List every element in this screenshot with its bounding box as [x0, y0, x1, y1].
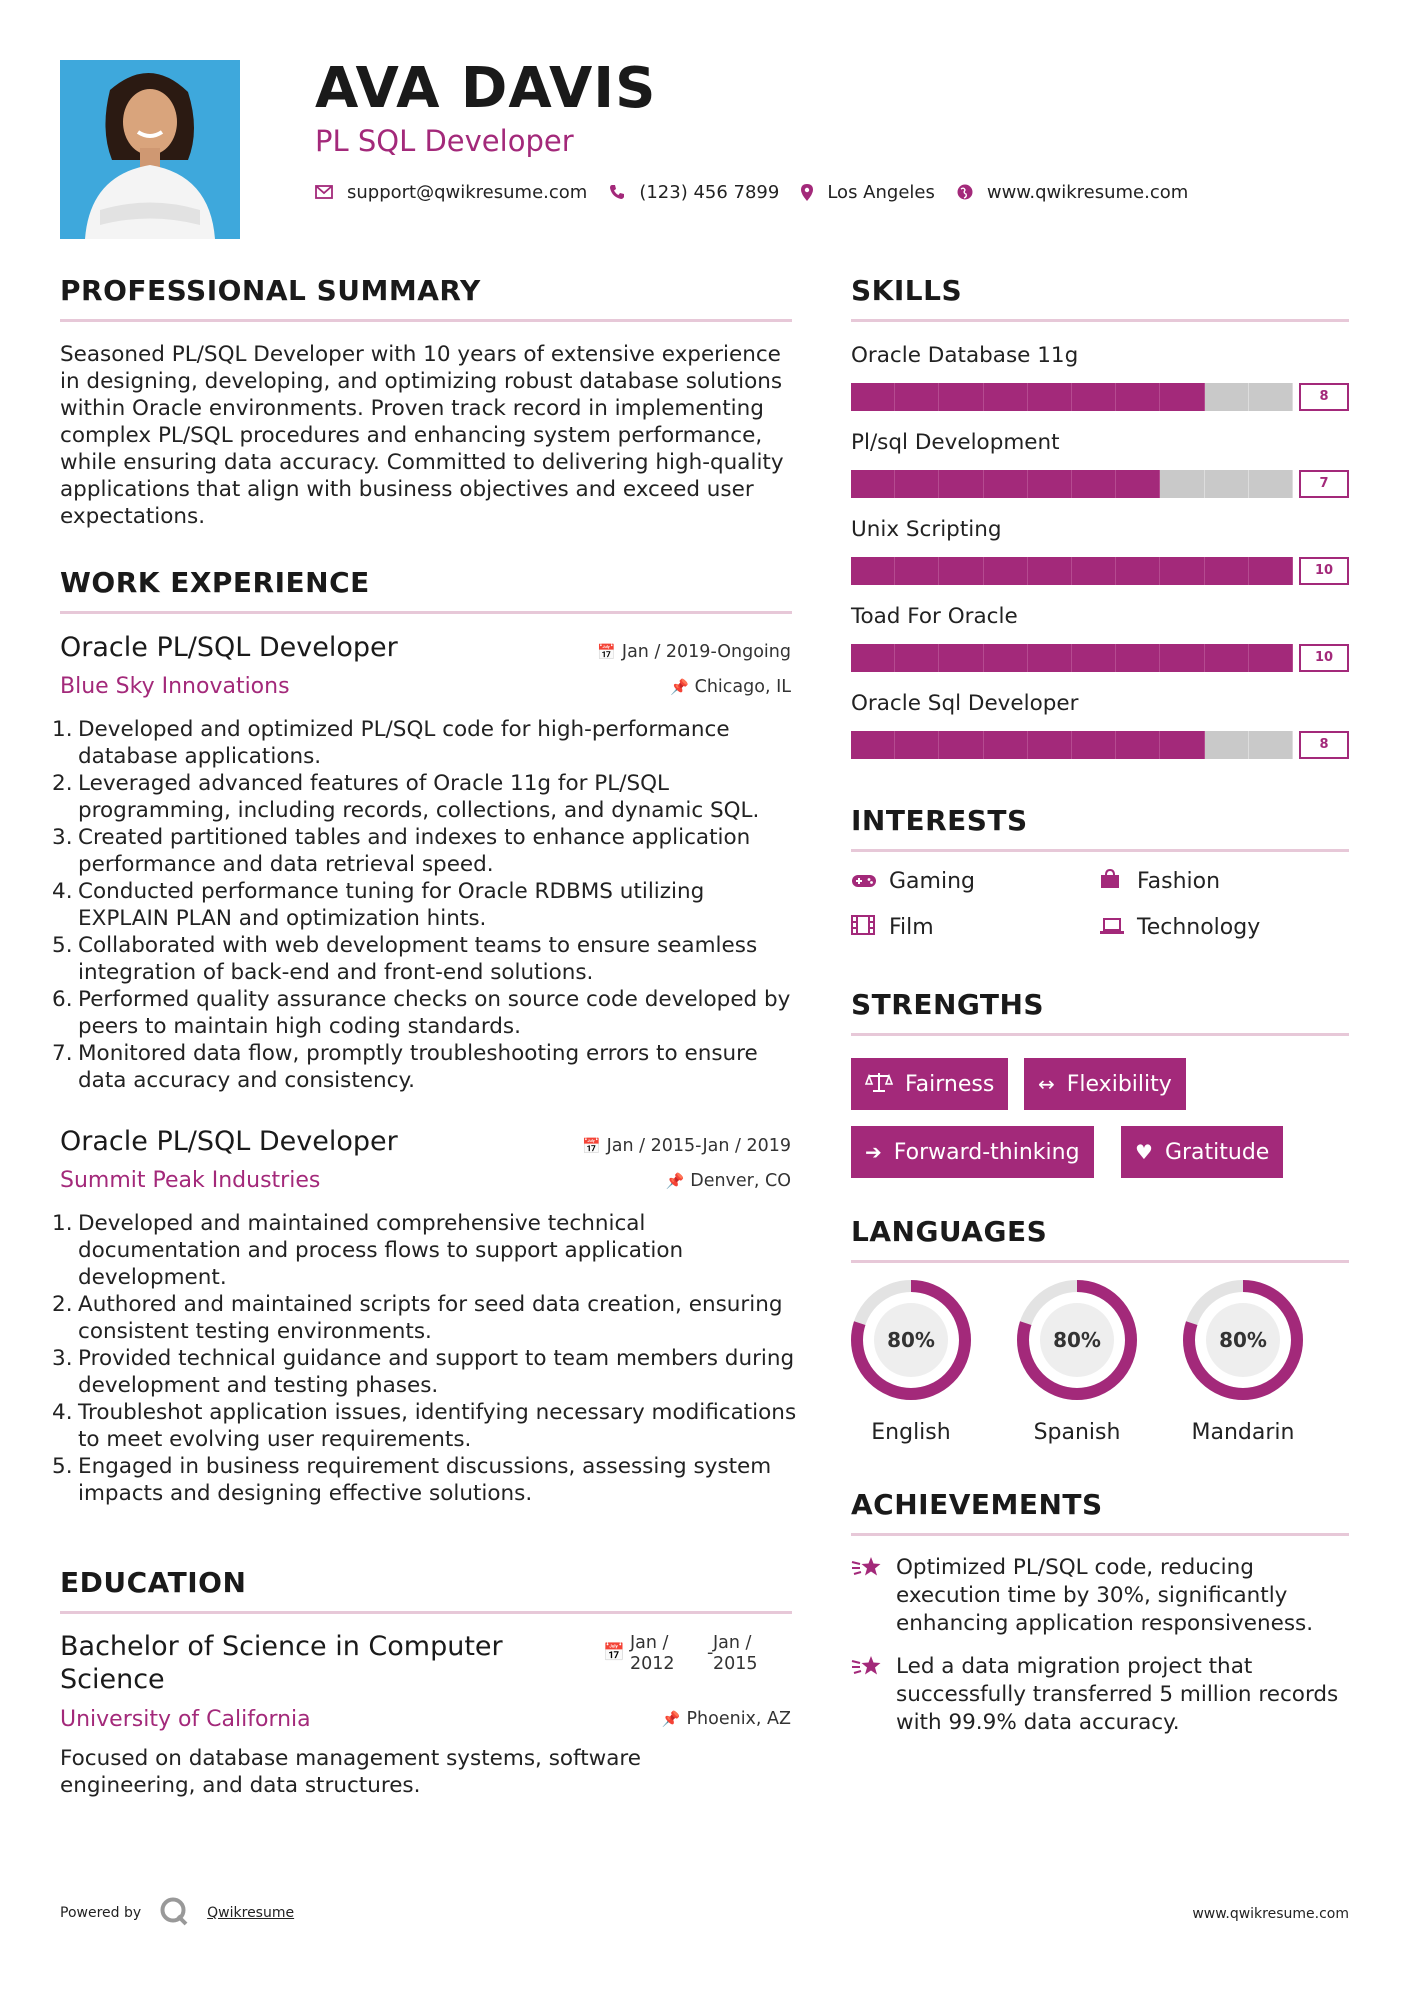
- job-dates-text: Jan / 2015-Jan / 2019: [606, 1136, 791, 1156]
- skill-label: Oracle Database 11g: [851, 343, 1079, 368]
- skill-bar-segment: [851, 731, 895, 759]
- gamepad-icon: [851, 870, 889, 894]
- summary-text: Seasoned PL/SQL Developer with 10 years of extensive experience in designing, developing, and optimizing robust database solutions within Oracle environments. Proven track record in implementing complex PL/SQL procedures and enhancing system performance, while ensuring data accuracy. Committed to delivering high-quality applications that align with business objectives and exceed user expectations.: [60, 342, 784, 529]
- skill-bar-segment: [895, 557, 939, 585]
- skill-level-box: 7: [1299, 470, 1349, 498]
- skill-level-box: 10: [1299, 644, 1349, 672]
- skill-bar-segment: [1028, 557, 1072, 585]
- job-title: Oracle PL/SQL Developer: [60, 632, 398, 663]
- skill-bar-segment: [984, 383, 1028, 411]
- skills-heading: SKILLS: [851, 274, 1349, 322]
- skill-bar-segment: [1028, 644, 1072, 672]
- skill-label: Pl/sql Development: [851, 430, 1060, 455]
- contact-phone[interactable]: (123) 456 7899: [639, 181, 780, 203]
- job-location-text: Denver, CO: [690, 1171, 791, 1191]
- pushpin-icon: 📌: [665, 1172, 685, 1190]
- degree-title: Bachelor of Science in Computer Science: [60, 1631, 503, 1695]
- list-item: Developed and optimized PL/SQL code for high-performance database applications.: [78, 717, 730, 769]
- skill-bar-segment: [1205, 644, 1249, 672]
- skill-bar-segment: [1205, 470, 1249, 498]
- skill-level-box: 10: [1299, 557, 1349, 585]
- job-bullets: [60, 1210, 800, 1507]
- strength-chip: [851, 1058, 1008, 1110]
- skill-bar-segment: [1249, 383, 1293, 411]
- balance-scale-icon: [865, 1072, 893, 1097]
- skill-label: Unix Scripting: [851, 517, 1002, 542]
- experience-heading: WORK EXPERIENCE: [60, 566, 792, 614]
- job-title: Oracle PL/SQL Developer: [60, 1126, 398, 1157]
- contact-website[interactable]: www.qwikresume.com: [986, 181, 1189, 203]
- arrows-horizontal-icon: ↔: [1038, 1072, 1055, 1096]
- candidate-name: AVA DAVIS: [315, 56, 657, 121]
- shooting-star-icon: [851, 1554, 896, 1638]
- arrow-right-icon: ➔: [865, 1140, 882, 1164]
- skill-bar: [851, 470, 1349, 498]
- job-location: [670, 677, 791, 697]
- skill-bar-segment: [939, 470, 983, 498]
- interest-item: [851, 869, 975, 894]
- strength-chip: [1024, 1058, 1186, 1110]
- school-location-text: Phoenix, AZ: [686, 1709, 791, 1729]
- skill-bar-segment: [895, 731, 939, 759]
- skill-bar-segment: [1028, 731, 1072, 759]
- achievement-item: [851, 1554, 1351, 1638]
- job-dates-text: Jan / 2019-Ongoing: [621, 642, 791, 662]
- edu-end-year: 2015: [713, 1654, 758, 1674]
- skill-bar-segment: [1205, 731, 1249, 759]
- skill-bar-segment: [1249, 470, 1293, 498]
- contact-line: [315, 178, 1210, 206]
- skill-bar-segment: [1160, 383, 1204, 411]
- skill-bar: [851, 644, 1349, 672]
- summary-heading: PROFESSIONAL SUMMARY: [60, 274, 792, 322]
- skill-bar-segment: [939, 644, 983, 672]
- list-item: Conducted performance tuning for Oracle RDBMS utilizing EXPLAIN PLAN and optimization hints.: [78, 879, 705, 931]
- job-location: [666, 1171, 791, 1191]
- list-item: Performed quality assurance checks on source code developed by peers to maintain high coding standards.: [78, 987, 791, 1039]
- calendar-icon: 📅: [603, 1643, 625, 1663]
- interests-heading: INTERESTS: [851, 804, 1349, 852]
- language-percent: 80%: [1053, 1328, 1101, 1352]
- profile-photo-illustration: [60, 60, 240, 239]
- edu-end-date: [713, 1633, 758, 1675]
- candidate-title: PL SQL Developer: [315, 124, 574, 158]
- list-item: Monitored data flow, promptly troubleshooting errors to ensure data accuracy and consistency.: [78, 1041, 758, 1093]
- language-name: Mandarin: [1191, 1420, 1295, 1445]
- skill-bar-segment: [1249, 644, 1293, 672]
- achievements-heading: ACHIEVEMENTS: [851, 1488, 1349, 1536]
- skill-bar: [851, 731, 1349, 759]
- skill-label: Oracle Sql Developer: [851, 691, 1079, 716]
- language-percent: 80%: [1219, 1328, 1267, 1352]
- list-item: Leveraged advanced features of Oracle 11g for PL/SQL programming, including records, collections, and dynamic SQL.: [78, 771, 760, 823]
- qwikresume-logo-icon: [159, 1896, 189, 1930]
- edu-start-date: [630, 1633, 675, 1675]
- list-item: Collaborated with web development teams to ensure seamless integration of back-end and front-end solutions.: [78, 933, 758, 985]
- contact-email[interactable]: support@qwikresume.com: [347, 181, 588, 203]
- skill-bar-segment: [1116, 557, 1160, 585]
- skill-bar-segment: [1160, 644, 1204, 672]
- list-item: Provided technical guidance and support to team members during development and testing phases.: [78, 1346, 795, 1398]
- phone-icon: [609, 184, 625, 200]
- heart-icon: ♥: [1135, 1140, 1153, 1164]
- strength-label: Gratitude: [1164, 1139, 1270, 1165]
- skill-bar-segment: [1072, 557, 1116, 585]
- skill-bar-segment: [1160, 470, 1204, 498]
- skill-bar-segment: [984, 470, 1028, 498]
- achievement-item: [851, 1653, 1351, 1737]
- job-company: Blue Sky Innovations: [60, 674, 290, 699]
- education-description: Focused on database management systems, software engineering, and data structures.: [60, 1746, 642, 1798]
- language-item: [1181, 1278, 1305, 1445]
- strength-chip: [851, 1126, 1094, 1178]
- qwikresume-link[interactable]: Qwikresume: [207, 1905, 295, 1921]
- skill-bar-segment: [1072, 470, 1116, 498]
- job-dates: [582, 1136, 791, 1156]
- interest-label: Gaming: [889, 869, 975, 894]
- strength-label: Fairness: [905, 1071, 995, 1097]
- education-heading: EDUCATION: [60, 1566, 792, 1614]
- skill-bar-segment: [939, 731, 983, 759]
- skill-bar-segment: [1249, 731, 1293, 759]
- skill-bar: [851, 383, 1349, 411]
- list-item: Developed and maintained comprehensive technical documentation and process flows to support application development.: [78, 1211, 684, 1290]
- skill-bar-segment: [984, 644, 1028, 672]
- skill-bar-segment: [1072, 644, 1116, 672]
- skill-bar-segment: [1116, 383, 1160, 411]
- skill-bar-segment: [895, 383, 939, 411]
- shooting-star-icon: [851, 1653, 896, 1737]
- skill-bar-segment: [895, 644, 939, 672]
- profile-photo: [60, 60, 240, 239]
- edu-end-month: Jan /: [713, 1633, 752, 1653]
- job-company: Summit Peak Industries: [60, 1168, 321, 1193]
- skill-bar-segment: [1249, 557, 1293, 585]
- list-item: Troubleshot application issues, identifying necessary modifications to meet evolving user requirements.: [78, 1400, 797, 1452]
- skill-label: Toad For Oracle: [851, 604, 1018, 629]
- calendar-icon: 📅: [597, 643, 616, 661]
- interest-label: Film: [889, 915, 934, 940]
- interest-item: [851, 915, 934, 940]
- skill-bar-segment: [1205, 383, 1249, 411]
- powered-by-text: Powered by: [60, 1905, 142, 1921]
- achievement-text: Optimized PL/SQL code, reducing execution time by 30%, significantly enhancing application responsiveness.: [896, 1555, 1314, 1636]
- shopping-bag-icon: [1099, 869, 1137, 894]
- envelope-icon: [315, 185, 333, 199]
- pushpin-icon: 📌: [661, 1710, 681, 1728]
- strength-label: Flexibility: [1066, 1071, 1172, 1097]
- interest-item: [1099, 915, 1260, 940]
- skill-bar-segment: [1028, 383, 1072, 411]
- skill-bar: [851, 557, 1349, 585]
- school-name: University of California: [60, 1707, 311, 1732]
- edu-start-month: Jan /: [630, 1633, 669, 1653]
- skill-bar-segment: [851, 557, 895, 585]
- laptop-icon: [1099, 916, 1137, 940]
- skill-bar-segment: [1205, 557, 1249, 585]
- list-item: Created partitioned tables and indexes to enhance application performance and data retrieval speed.: [78, 825, 751, 877]
- job-dates: [597, 642, 791, 662]
- language-percent: 80%: [887, 1328, 935, 1352]
- edu-date-dash: -: [707, 1643, 714, 1663]
- skill-bar-segment: [1160, 731, 1204, 759]
- school-location: [662, 1709, 791, 1729]
- interest-label: Technology: [1137, 915, 1261, 940]
- list-item: Engaged in business requirement discussions, assessing system impacts and designing effective solutions.: [78, 1454, 772, 1506]
- footer-website[interactable]: www.qwikresume.com: [1192, 1906, 1349, 1922]
- interest-label: Fashion: [1137, 869, 1221, 894]
- contact-location: Los Angeles: [827, 181, 935, 203]
- language-name: Spanish: [1033, 1420, 1121, 1445]
- skill-bar-segment: [984, 731, 1028, 759]
- pushpin-icon: 📌: [669, 678, 689, 696]
- skill-bar-segment: [939, 383, 983, 411]
- skill-bar-segment: [1160, 557, 1204, 585]
- skill-bar-segment: [939, 557, 983, 585]
- job-location-text: Chicago, IL: [694, 677, 791, 697]
- map-marker-icon: [801, 184, 813, 201]
- strengths-heading: STRENGTHS: [851, 988, 1349, 1036]
- skill-bar-segment: [1116, 644, 1160, 672]
- skill-level-box: 8: [1299, 731, 1349, 759]
- calendar-icon: 📅: [581, 1137, 601, 1155]
- list-item: Authored and maintained scripts for seed data creation, ensuring consistent testing environments.: [78, 1292, 783, 1344]
- strength-label: Forward-thinking: [893, 1139, 1080, 1165]
- skill-bar-segment: [1072, 731, 1116, 759]
- interest-item: [1099, 869, 1220, 894]
- strength-chip: [1121, 1126, 1283, 1178]
- skill-bar-segment: [851, 470, 895, 498]
- skill-bar-segment: [851, 383, 895, 411]
- edu-start-year: 2012: [630, 1654, 675, 1674]
- skill-bar-segment: [1028, 470, 1072, 498]
- skill-bar-segment: [1116, 731, 1160, 759]
- skill-bar-segment: [1116, 470, 1160, 498]
- language-name: English: [871, 1420, 951, 1445]
- skill-bar-segment: [851, 644, 895, 672]
- globe-icon: [957, 184, 973, 200]
- footer-powered-by: [60, 1896, 294, 1930]
- job-bullets: [60, 716, 800, 1094]
- language-item: [1015, 1278, 1139, 1445]
- skill-bar-segment: [984, 557, 1028, 585]
- skill-bar-segment: [1072, 383, 1116, 411]
- language-item: [849, 1278, 973, 1445]
- skill-bar-segment: [895, 470, 939, 498]
- languages-heading: LANGUAGES: [851, 1215, 1349, 1263]
- skill-level-box: 8: [1299, 383, 1349, 411]
- film-icon: [851, 915, 889, 940]
- achievement-text: Led a data migration project that successfully transferred 5 million records with 99.9% data accuracy.: [896, 1654, 1339, 1735]
